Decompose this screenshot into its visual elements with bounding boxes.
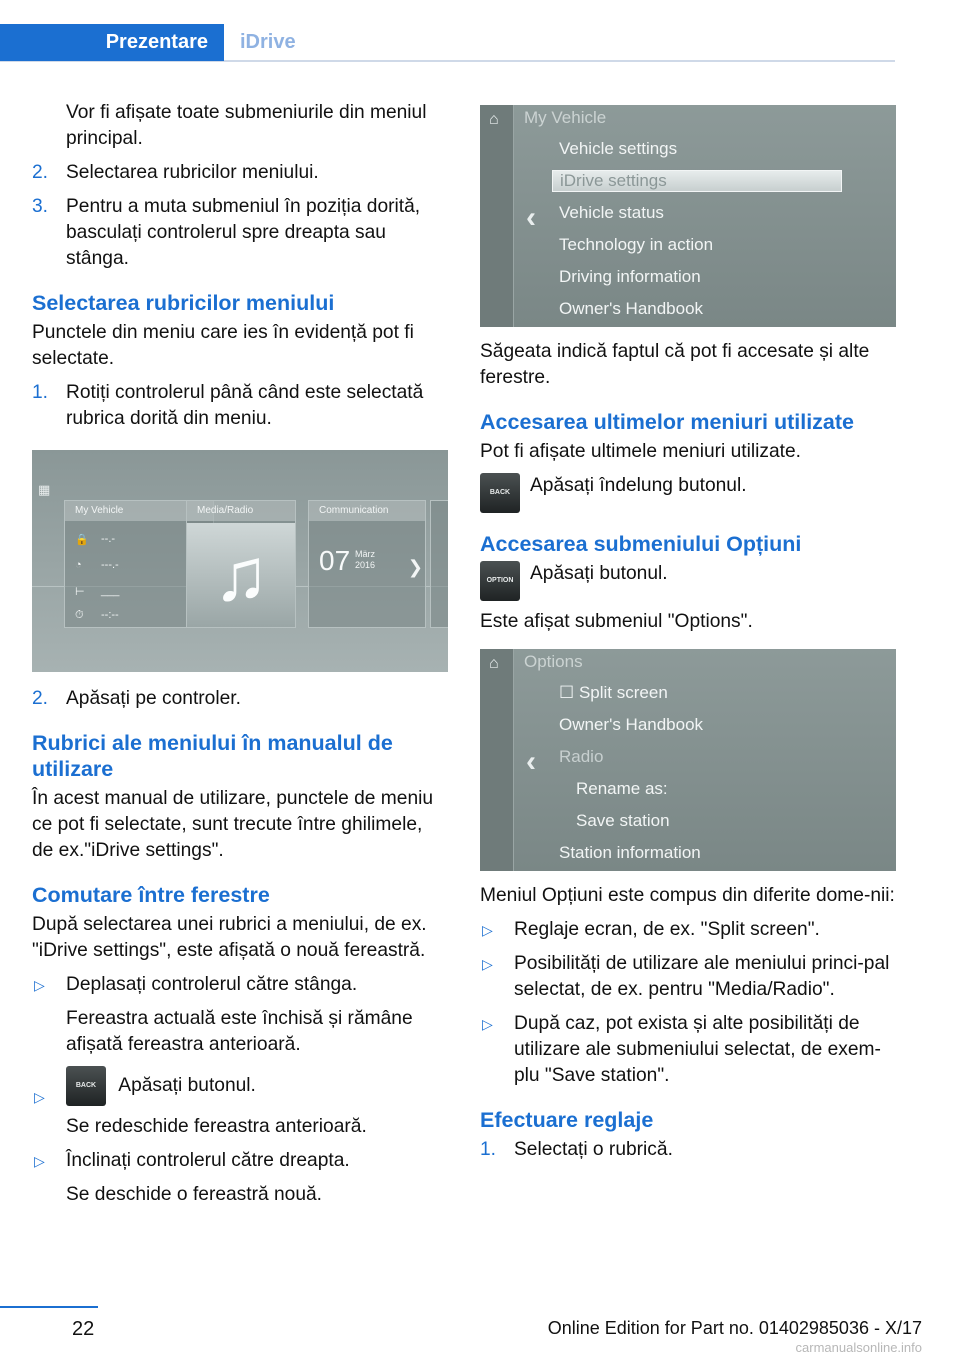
step-number: 1. [480, 1139, 497, 1160]
step-text: Selectați o rubrică. [514, 1139, 673, 1160]
chevron-left-icon: ‹ [526, 745, 536, 778]
tile-row: --.- [101, 533, 116, 545]
home-icon: ⌂ [489, 111, 499, 128]
option-instruction-text: Apăsați butonul. [530, 563, 668, 584]
vehicle-menu-image [480, 105, 896, 327]
date-month: März 2016 [355, 549, 376, 570]
grid-icon: ▦ [38, 482, 51, 497]
heading-options-submenu: Accesarea submeniului Opțiuni [480, 532, 802, 556]
bullet-triangle-icon: ▷ [482, 956, 493, 972]
home-screen-image [32, 450, 448, 672]
watermark: carmanualsonline.info [795, 1340, 922, 1355]
bullet-triangle-icon: ▷ [34, 977, 45, 993]
edition-text: Online Edition for Part no. 01402985036 - X/17 [547, 1318, 922, 1338]
step-text: Selectarea rubricilor meniului. [66, 162, 319, 183]
list-item [480, 917, 896, 943]
heading-recent-menus: Accesarea ultimelor meniuri utilizate [480, 410, 854, 434]
lock-icon: 🔒 [75, 534, 89, 546]
step-text: Pentru a muta submeniul în poziția dorită, basculați controlerul spre dreapta sau stânga. [66, 196, 421, 269]
menu-item: Vehicle settings [559, 139, 678, 158]
menu-items [552, 677, 842, 869]
menu-items-manual-text: În acest manual de utilizare, punctele de meniu ce pot fi selectate, sunt trecute între ghilimele, de ex."iDrive settings". [32, 788, 434, 861]
back-button-icon: BACK [66, 1066, 106, 1106]
step-number: 3. [32, 196, 49, 217]
home-icon: ⌂ [489, 655, 499, 672]
tab-prezentare[interactable]: Prezentare [0, 24, 224, 61]
back-button-icon: BACK [480, 473, 520, 513]
tile-title: My Vehicle [65, 501, 213, 521]
right-column [480, 105, 896, 1171]
menu-item: Technology in action [559, 235, 714, 254]
menu-item: Rename as: [576, 779, 668, 798]
menu-sidebar [480, 105, 514, 327]
step-number: 2. [32, 688, 49, 709]
range-icon: ⊢ [75, 586, 85, 598]
left-column [32, 100, 448, 1216]
menu-item: Driving information [559, 267, 701, 286]
step-text: Rotiți controlerul până când este selectată rubrica dorită din meniu. [66, 382, 424, 429]
bullet-triangle-icon: ▷ [482, 922, 493, 938]
list-item [480, 1011, 896, 1089]
intro-text: Vor fi afișate toate submeniurile din meniul principal. [66, 102, 427, 149]
select-items-text: Punctele din meniu care ies în evidență pot fi selectate. [32, 322, 414, 369]
tile-title: Communication [309, 501, 425, 521]
menu-item: Station information [559, 843, 701, 862]
bullet-text: Înclinați controlerul către dreapta. Se deschide o fereastră nouă. [66, 1150, 350, 1205]
bullet-text: După caz, pot exista și alte posibilități de utilizare ale submeniului selectat, de exem-plu "Save station". [514, 1013, 881, 1086]
tile-partial [430, 500, 448, 628]
heading-switch-windows: Comutare între ferestre [32, 883, 270, 907]
heading-settings: Efectuare reglaje [480, 1108, 654, 1132]
tile-title: Media/Radio [187, 501, 295, 521]
tile-row: ___ [101, 585, 120, 597]
list-item [32, 686, 448, 712]
step-number: 1. [32, 382, 49, 403]
menu-title: Options [524, 652, 583, 671]
bullet-triangle-icon: ▷ [34, 1153, 45, 1169]
switch-windows-text: După selectarea unei rubrici a meniului, de ex. "iDrive settings", este afișată o nouă fereastră. [32, 914, 427, 961]
bullet-text: Deplasați controlerul către stânga. Fereastra actuală este închisă și rămâne afișată fereastra anterioară. [66, 974, 413, 1055]
menu-item: Owner's Handbook [559, 299, 704, 318]
gauge-icon: ◔ [75, 559, 82, 571]
step-number: 2. [32, 162, 49, 183]
menu-item: ☐ Split screen [559, 683, 668, 702]
tile-row: --:-- [101, 609, 119, 621]
tile-media-radio [186, 500, 296, 628]
heading-menu-items-manual: Rubrici ale meniului în manualul de utilizare [32, 731, 393, 781]
list-item [480, 951, 896, 1003]
bullet-triangle-icon: ▷ [482, 1016, 493, 1032]
tile-communication [308, 500, 426, 628]
options-description: Meniul Opțiuni este compus din diferite dome-nii: [480, 885, 895, 906]
footer-rule [0, 1306, 98, 1308]
option-instruction [480, 561, 896, 601]
bullet-triangle-icon: ▷ [34, 1089, 45, 1105]
options-menu-image [480, 649, 896, 871]
step-text: Apăsați pe controler. [66, 688, 241, 709]
list-item [32, 380, 448, 432]
heading-select-items: Selectarea rubricilor meniului [32, 291, 335, 315]
tile-row: ---.- [101, 559, 119, 571]
menu-sidebar [480, 649, 514, 871]
menu-item: Owner's Handbook [559, 715, 704, 734]
menu-items [552, 133, 842, 325]
back-instruction [480, 473, 896, 513]
list-item [32, 972, 448, 1058]
option-button-icon: OPTION [480, 561, 520, 601]
clock-icon: ⏱ [75, 609, 84, 621]
menu-item: Vehicle status [559, 203, 664, 222]
music-note-icon: ♫ [187, 523, 295, 627]
menu-item-section: Radio [559, 747, 604, 766]
page-number: 22 [72, 1318, 95, 1340]
menu-title: My Vehicle [524, 108, 607, 127]
chevron-left-icon: ‹ [526, 201, 536, 234]
options-shown-text: Este afișat submeniul "Options". [480, 611, 753, 632]
menu-item-selected: iDrive settings [552, 170, 842, 192]
tab-idrive[interactable]: iDrive [240, 31, 296, 53]
list-item [32, 1148, 448, 1208]
header-tabbar [0, 24, 895, 62]
list-item [32, 1066, 448, 1140]
date-day: 07 [319, 545, 351, 576]
recent-menus-text: Pot fi afișate ultimele meniuri utilizate. [480, 441, 801, 462]
list-item [32, 194, 448, 272]
menu-item: Save station [576, 811, 670, 830]
back-instruction-text: Apăsați îndelung butonul. [530, 475, 747, 496]
chevron-right-icon: ❯ [407, 557, 423, 577]
arrow-text: Săgeata indică faptul că pot fi accesate și alte ferestre. [480, 341, 870, 388]
bullet-text: Reglaje ecran, de ex. "Split screen". [514, 919, 820, 940]
bullet-text: Posibilități de utilizare ale meniului princi-pal selectat, de ex. pentru "Media/Radio". [514, 953, 890, 1000]
list-item [32, 160, 448, 186]
list-item [480, 1137, 896, 1163]
bullet-text: BACK Apăsați butonul. Se redeschide fereastra anterioară. [66, 1066, 448, 1140]
